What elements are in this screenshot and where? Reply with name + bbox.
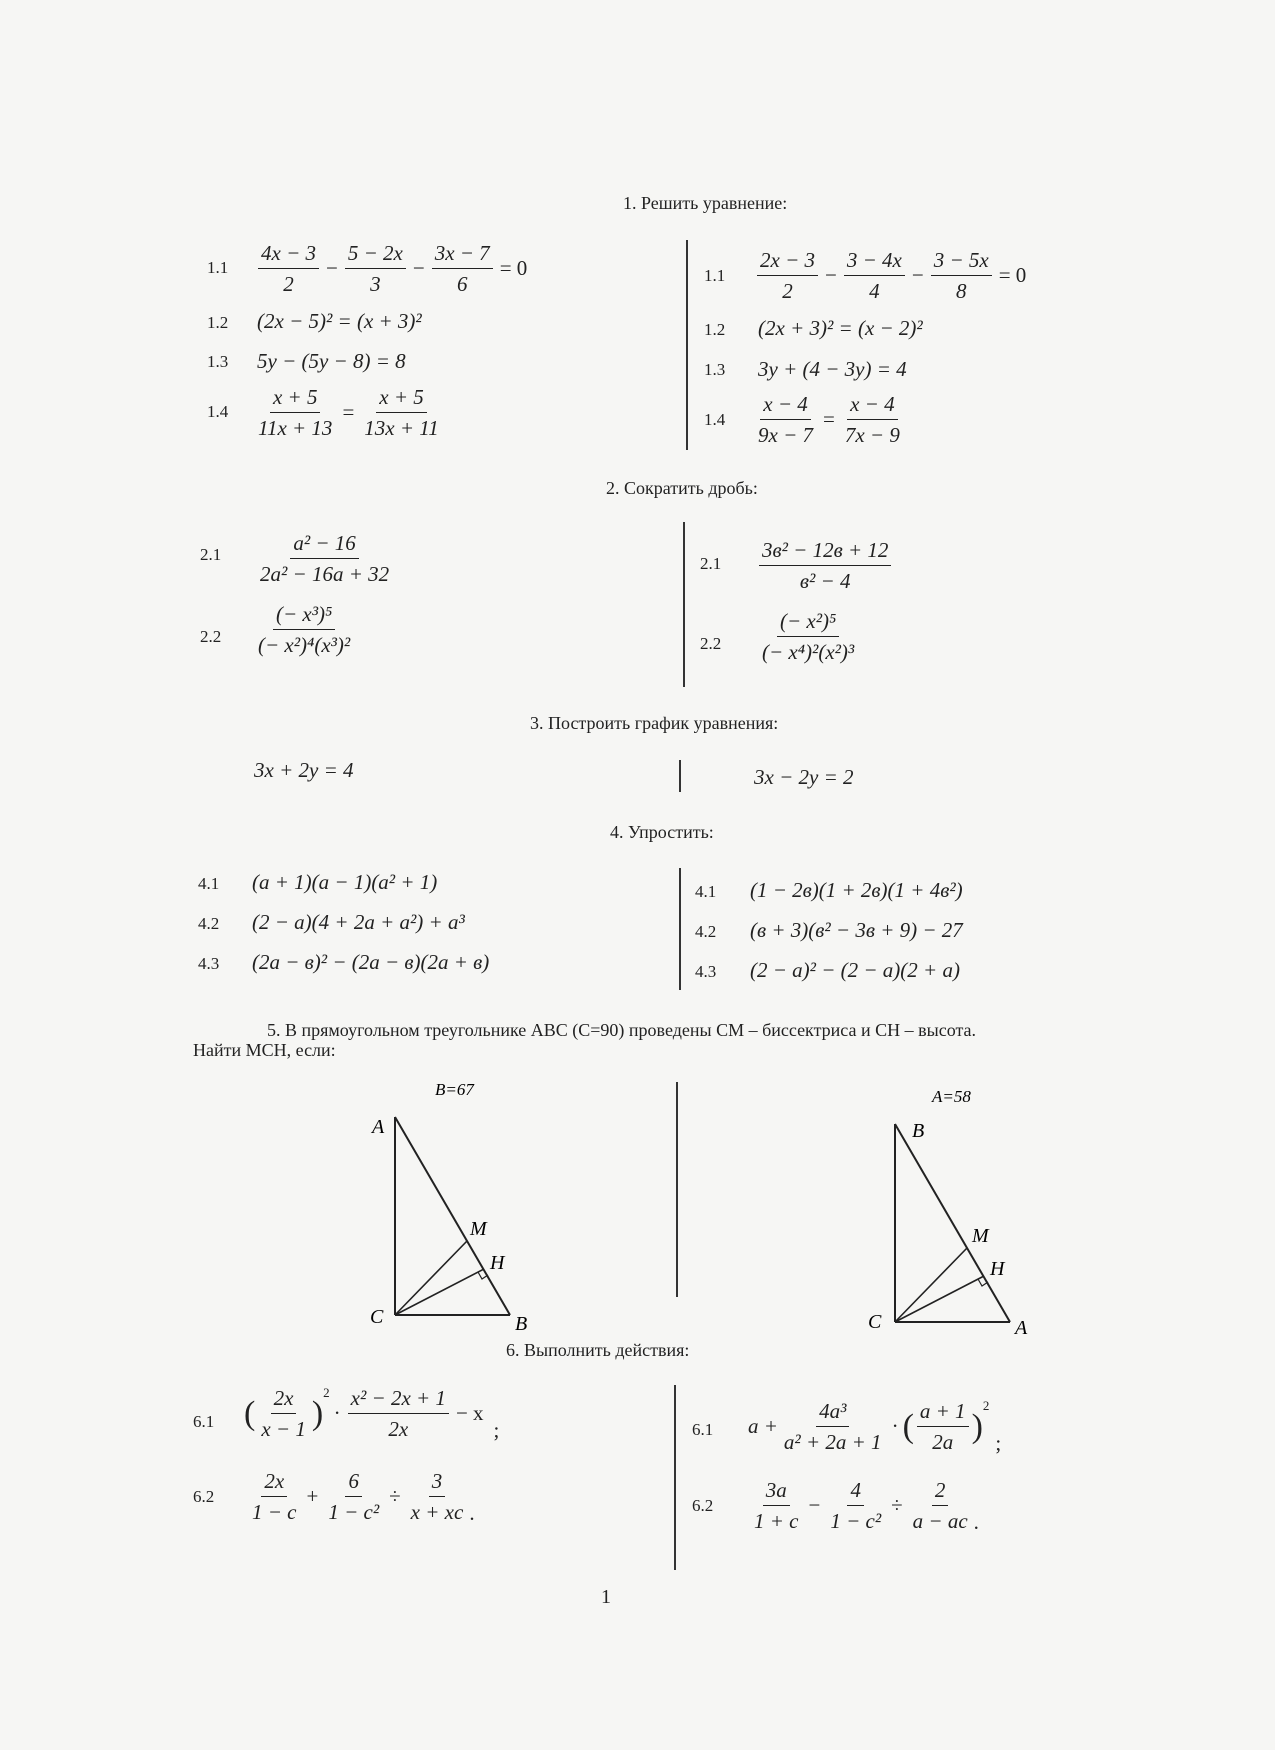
t1-right-eq2: (2x + 3)² = (x − 2)² (758, 316, 923, 340)
t2-left-frac1: a² − 16 2a² − 16a + 32 (260, 531, 390, 587)
t1-right-n4: 1.4 (704, 410, 726, 429)
t1-left-n4: 1.4 (207, 402, 229, 421)
left-vertex-c: C (370, 1306, 384, 1328)
t4-right-n1: 4.1 (695, 882, 717, 901)
right-triangle-figure (860, 1082, 1060, 1342)
t1-left-n3: 1.3 (207, 352, 229, 371)
t1-right-eq4: $\frac{x - 4}{9x - 7}$ = $\frac{x - 4}{7x - 9}$ (758, 392, 900, 448)
t6-left-eq2: 2x 1 − c + $\frac{6}{\text{1 − c²}}$ ÷ $\frac{3}{x + xc}$ . (252, 1469, 475, 1525)
t1-left-n1: 1.1 (207, 258, 229, 277)
t4-left-eq1: (a + 1)(a − 1)(a² + 1) (252, 870, 438, 894)
right-vertex-top: B (912, 1120, 925, 1142)
task5-line1: 5. В прямоугольном треугольнике ABC (C=90) проведены CM – биссектриса и CH – высота. (267, 1020, 977, 1040)
t1-right-n1: 1.1 (704, 266, 726, 285)
t3-right-eq: 3x − 2y = 2 (754, 765, 854, 789)
left-vertex-top: A (372, 1116, 385, 1138)
column-divider (674, 1385, 676, 1570)
t4-left-n1: 4.1 (198, 874, 220, 893)
t4-left-eq3: (2a − в)² − (2a − в)(2a + в) (252, 950, 490, 974)
t6-right-eq1: a + $\frac{\text{4a³}}{\text{a² + 2a + 1}}$ · ( a + 1 2a ) $^2$ ; (748, 1398, 1002, 1455)
t1-left-eq1: 4x − 3 2 − $\frac{5 - 2x}{3}$ − $\frac{3x - 7}{6}$ = 0 (255, 240, 531, 298)
t1-right-n2: 1.2 (704, 320, 726, 339)
column-divider (683, 522, 685, 687)
t6-left-n1: 6.1 (193, 1412, 215, 1431)
column-divider (676, 1082, 678, 1297)
t6-right-n2: 6.2 (692, 1496, 714, 1515)
right-altitude-ch (895, 1276, 984, 1322)
task4-title: 4. Упростить: (610, 822, 714, 842)
t2-right-frac1: 3в² − 12в + 12 в² − 4 (756, 537, 894, 595)
t3-left-eq: 3x + 2y = 4 (254, 758, 354, 782)
t1-right-eq3: 3y + (4 − 3y) = 4 (758, 357, 907, 381)
left-point-m: M (470, 1218, 487, 1240)
t4-right-eq1: (1 − 2в)(1 + 2в)(1 + 4в²) (750, 878, 963, 902)
t2-left-frac2: (− x³)⁵ (− x²)⁴(x³)² (258, 602, 351, 658)
task1-title: 1. Решить уравнение: (623, 193, 788, 213)
left-altitude-ch (395, 1269, 484, 1315)
t1-right-n3: 1.3 (704, 360, 726, 379)
t4-right-n3: 4.3 (695, 962, 717, 981)
t1-left-n2: 1.2 (207, 313, 229, 332)
right-given-angle: A=58 (932, 1087, 971, 1106)
column-divider (679, 868, 681, 990)
t2-right-frac2: (− x²)⁵ (− x⁴)²(x²)³ (762, 609, 855, 665)
t2-left-n2: 2.2 (200, 627, 222, 646)
t1-left-eq2: (2x − 5)² = (x + 3)² (257, 309, 422, 333)
t2-right-n1: 2.1 (700, 554, 722, 573)
left-point-h: H (490, 1252, 505, 1274)
left-bisector-cm (395, 1241, 467, 1315)
right-vertex-c: C (868, 1311, 882, 1333)
task3-title: 3. Построить график уравнения: (530, 713, 779, 733)
t4-right-n2: 4.2 (695, 922, 717, 941)
t4-right-eq3: (2 − a)² − (2 − a)(2 + a) (750, 958, 960, 982)
right-point-h: H (990, 1258, 1005, 1280)
t4-right-eq2: (в + 3)(в² − 3в + 9) − 27 (750, 918, 963, 942)
t2-right-n2: 2.2 (700, 634, 722, 653)
left-given-angle: B=67 (435, 1080, 474, 1099)
t4-left-n2: 4.2 (198, 914, 220, 933)
column-divider (679, 760, 681, 792)
t1-left-eq3: 5y − (5y − 8) = 8 (257, 349, 406, 373)
left-vertex-b: B (515, 1313, 528, 1335)
right-vertex-a: A (1015, 1317, 1028, 1339)
t1-right-eq1: 2x − 3 2 − $\frac{3 - 4x}{4}$ − $\frac{3 - 5x}{8}$ = 0 (754, 247, 1030, 305)
task5-line2: Найти MCH, если: (193, 1040, 336, 1060)
t4-left-n3: 4.3 (198, 954, 220, 973)
t6-left-n2: 6.2 (193, 1487, 215, 1506)
t4-left-eq2: (2 − a)(4 + 2a + a²) + a³ (252, 910, 465, 934)
right-bisector-cm (895, 1248, 967, 1322)
left-triangle-figure (360, 1075, 560, 1335)
column-divider (686, 240, 688, 450)
t1-left-eq4: $\frac{x + 5}{11x + 13}$ = $\frac{x + 5}{13x + 11}$ (258, 385, 439, 441)
t6-right-eq2: 3a 1 + c − $\frac{4}{\text{1 − c²}}$ ÷ $\frac{2}{a - ac}$ . (754, 1478, 979, 1534)
task6-title: 6. Выполнить действия: (506, 1340, 690, 1360)
right-point-m: M (972, 1225, 989, 1247)
t6-right-n1: 6.1 (692, 1420, 714, 1439)
task2-title: 2. Сократить дробь: (606, 478, 758, 498)
t6-left-eq1: ( 2x x − 1 ) $^2$ · x² − 2x + 1 2x − x ; (244, 1385, 500, 1442)
t2-left-n1: 2.1 (200, 545, 222, 564)
page-number: 1 (601, 1586, 611, 1608)
